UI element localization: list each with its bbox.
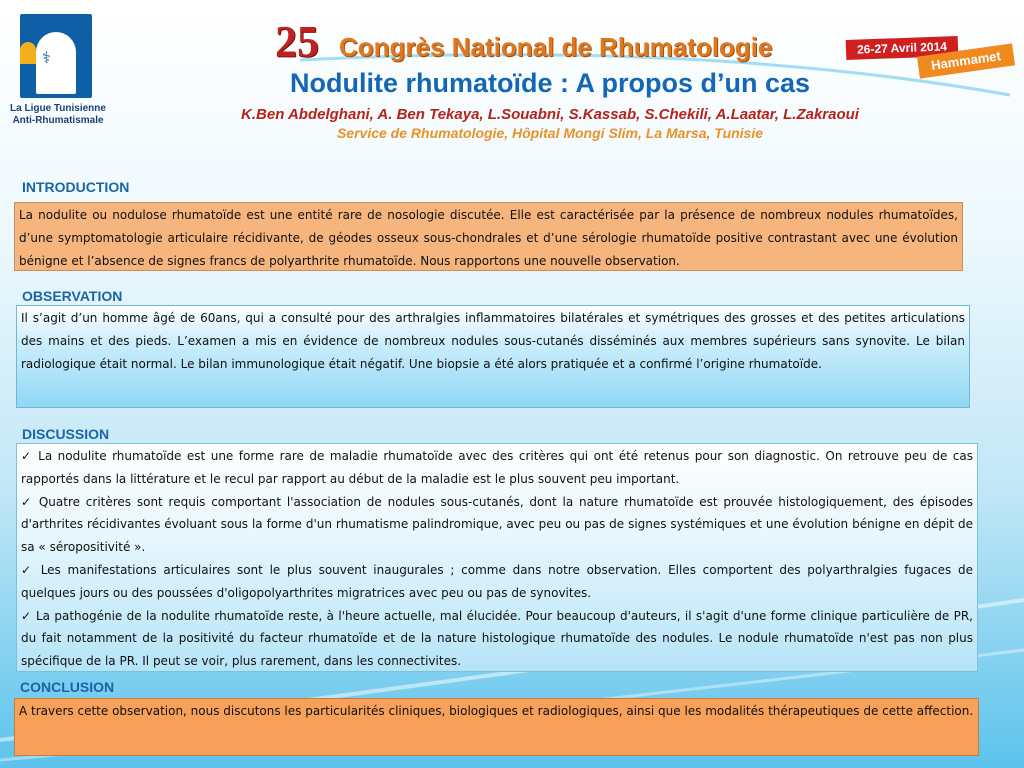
logo-label: La Ligue Tunisienne Anti-Rhumatismale bbox=[10, 103, 106, 126]
introduction-text: La nodulite ou nodulose rhumatoïde est une entité rare de nosologie discutée. Elle est caractérisée par la présence de nombreux nodules rhumatoïdes, d’une symptomatologie articulaire récidivante, de géodes osseux sous-chondrales et d’une sérologie rhumatoïde positive contrastant avec une évolution bénigne et l’absence de signes francs de polyarthrite rhumatoïde. Nous rapportons une nouvelle observation. bbox=[19, 208, 958, 268]
observation-text: Il s’agit d’un homme âgé de 60ans, qui a consulté pour des arthralgies inflammatoires bilatérales et symétriques des grosses et des petites articulations des mains et des pieds. L’examen a mis en évidence de nombreux nodules sous-cutanés disséminés aux membres supérieurs sans synovite. Le bilan radiologique était normal. Le bilan immunologique était négatif. Une biopsie a été alors pratiquée et a confirmé l’origine rhumatoïde. bbox=[21, 311, 965, 371]
discussion-item: ✓ La pathogénie de la nodulite rhumatoïde reste, à l'heure actuelle, mal élucidée. Pour beaucoup d'auteurs, il s'agit d'une forme clinique particulière de PR, du fait notamment de la positivité du facteur rhumatoïde et de la nature histologique rhumatoïde des nodules. Le nodule rhumatoïde n'est pas non plus spécifique de la PR. Il peut se voir, plus rarement, dans les connectivites. bbox=[21, 608, 973, 669]
poster-title: Nodulite rhumatoïde : A propos d’un cas bbox=[289, 68, 810, 98]
conclusion-heading: CONCLUSION bbox=[20, 679, 115, 695]
conclusion-box bbox=[14, 698, 979, 756]
date-badge: 26-27 Avril 2014 bbox=[846, 36, 959, 60]
logo-glyph-icon: ⚕ bbox=[42, 48, 51, 67]
congress-title: Congrès National de Rhumatologie bbox=[339, 32, 773, 62]
discussion-item: ✓ Les manifestations articulaires sont le plus souvent inaugurales ; comme dans notre observation. Elles comportent des polyarthralgies fugaces de quelques jours ou des poussées d'oligopolyarthrites migratrices avec peu ou pas de synovites. bbox=[21, 562, 973, 600]
league-logo bbox=[20, 14, 92, 98]
affiliation: Service de Rhumatologie, Hôpital Mongi Slim, La Marsa, Tunisie bbox=[336, 125, 764, 141]
introduction-heading: INTRODUCTION bbox=[22, 179, 130, 195]
place-badge: Hammamet bbox=[917, 43, 1015, 78]
observation-heading: OBSERVATION bbox=[22, 288, 123, 304]
introduction-box bbox=[14, 202, 963, 271]
discussion-heading: DISCUSSION bbox=[22, 426, 110, 442]
dome-shape bbox=[20, 42, 36, 64]
observation-box bbox=[16, 305, 970, 408]
authors: K.Ben Abdelghani, A. Ben Tekaya, L.Souabni, S.Kassab, S.Chekili, A.Laatar, L.Zakraoui bbox=[241, 106, 859, 123]
discussion-item: ✓ La nodulite rhumatoïde est une forme rare de maladie rhumatoïde avec des critères qui ont été retenus pour son diagnostic. On retrouve peu de cas rapportés dans la littérature et le recul par rapport au début de la maladie est le plus souvent peu important. bbox=[21, 449, 973, 486]
discussion-item: ✓ Quatre critères sont requis comportant l'association de nodules sous-cutanés, dont la nature rhumatoïde est prouvée histologiquement, des épisodes d'arthrites récidivantes évoluant sous la forme d'un rhumatisme palindromique, avec peu ou pas de signes systémiques et une évolution bénigne en dépit de sa « séropositivité ». bbox=[21, 494, 973, 555]
discussion-box bbox=[16, 443, 978, 672]
congress-number: 25 bbox=[275, 17, 319, 66]
conclusion-text: A travers cette observation, nous discutons les particularités cliniques, biologiques et radiologiques, ainsi que les modalités thérapeutiques de cette affection. bbox=[19, 704, 974, 718]
